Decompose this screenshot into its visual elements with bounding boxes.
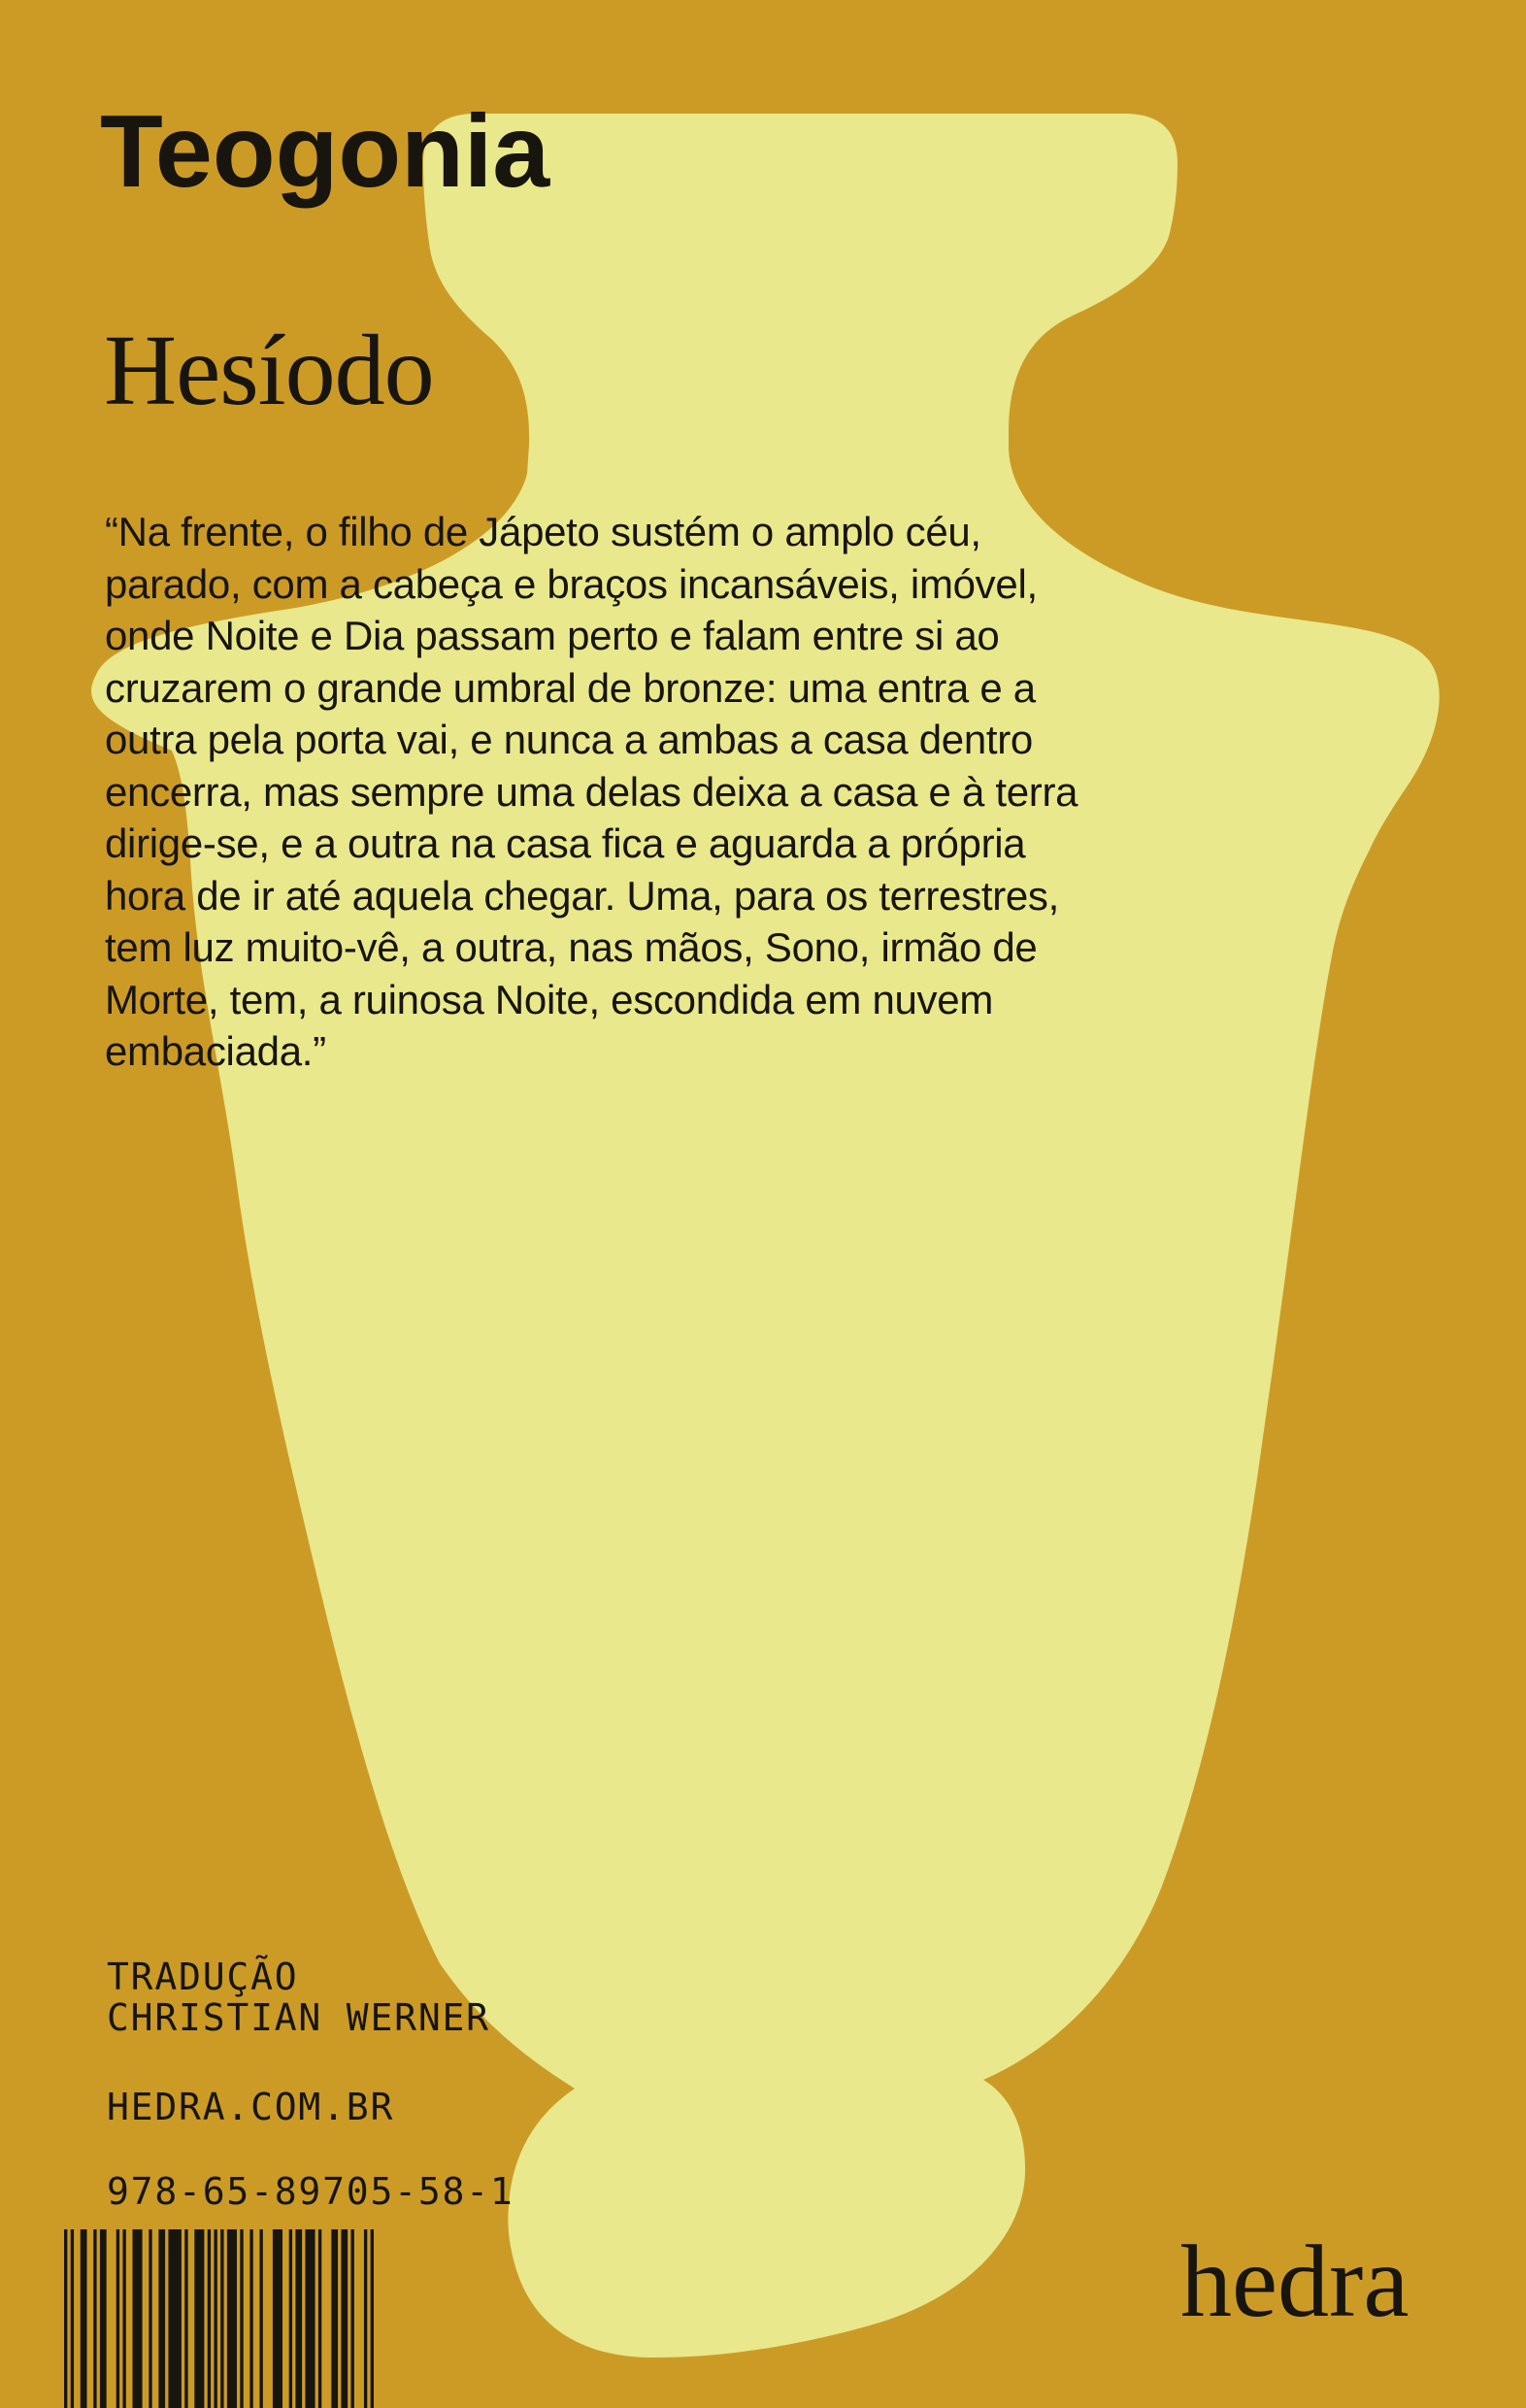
barcode-bar xyxy=(273,2229,282,2408)
barcode-bar xyxy=(122,2229,125,2408)
barcode-bar xyxy=(371,2229,374,2408)
book-title: Teogonia xyxy=(100,94,550,209)
quote-line: outra pela porta vai, e nunca a ambas a casa dentro xyxy=(105,717,1033,762)
quote-line: tem luz muito-vê, a outra, nas mãos, Sono, irmão de xyxy=(105,924,1038,970)
barcode-bar xyxy=(81,2229,87,2408)
quote-line: parado, com a cabeça e braços incansáveis, imóvel, xyxy=(105,560,1038,607)
publisher-website: HEDRA.COM.BR xyxy=(107,2086,395,2128)
quote-line: embaciada.” xyxy=(105,1028,326,1074)
barcode-bar xyxy=(168,2229,181,2408)
barcode-bar xyxy=(364,2229,367,2408)
barcode-bar xyxy=(240,2229,243,2408)
isbn-number: 978-65-89705-58-1 xyxy=(107,2170,514,2213)
quote-line: cruzarem o grande umbral de bronze: uma entra e a xyxy=(105,664,1036,711)
quote-line: encerra, mas sempre uma delas deixa a casa e à terra xyxy=(105,768,1078,815)
translation-label: TRADUÇÃO xyxy=(107,1956,299,1998)
barcode-bar xyxy=(116,2229,119,2408)
barcode-bar xyxy=(64,2229,67,2408)
barcode-bar xyxy=(331,2229,338,2408)
barcode-bar xyxy=(93,2229,96,2408)
barcode-bar xyxy=(214,2229,216,2408)
barcode-bar xyxy=(341,2229,348,2408)
quote-line: hora de ir até aquela chegar. Uma, para os terrestres, xyxy=(105,872,1060,919)
barcode-bar xyxy=(194,2229,204,2408)
barcode-bar xyxy=(158,2229,165,2408)
back-cover-quote xyxy=(105,506,1078,1078)
barcode-bar xyxy=(220,2229,223,2408)
barcode-bar xyxy=(100,2229,107,2408)
barcode-bar xyxy=(184,2229,187,2408)
barcode-bar xyxy=(71,2229,74,2408)
barcode-bar xyxy=(149,2229,151,2408)
barcode-bar xyxy=(208,2229,211,2408)
quote-line: onde Noite e Dia passam perto e falam entre si ao xyxy=(105,613,1000,658)
translation-credit xyxy=(107,1956,490,2038)
publisher-logo: hedra xyxy=(1180,2224,1410,2338)
barcode-bar xyxy=(249,2229,252,2408)
barcode-bar xyxy=(227,2229,237,2408)
quote-line: dirige-se, e a outra na casa fica e aguarda a própria xyxy=(105,820,1026,866)
quote-line: Morte, tem, a ruinosa Noite, escondida em nuvem xyxy=(105,976,994,1022)
barcode-bar xyxy=(350,2229,353,2408)
barcode-bar xyxy=(133,2229,143,2408)
barcode-bar xyxy=(305,2229,315,2408)
translator-name: CHRISTIAN WERNER xyxy=(107,1996,490,2039)
barcode-bar xyxy=(289,2229,292,2408)
quote-line: “Na frente, o filho de Jápeto sustém o amplo céu, xyxy=(105,509,981,554)
barcode-bar xyxy=(259,2229,262,2408)
barcode xyxy=(64,2229,374,2408)
book-author: Hesíodo xyxy=(104,315,434,426)
barcode-bar xyxy=(318,2229,321,2408)
barcode-bar xyxy=(295,2229,302,2408)
